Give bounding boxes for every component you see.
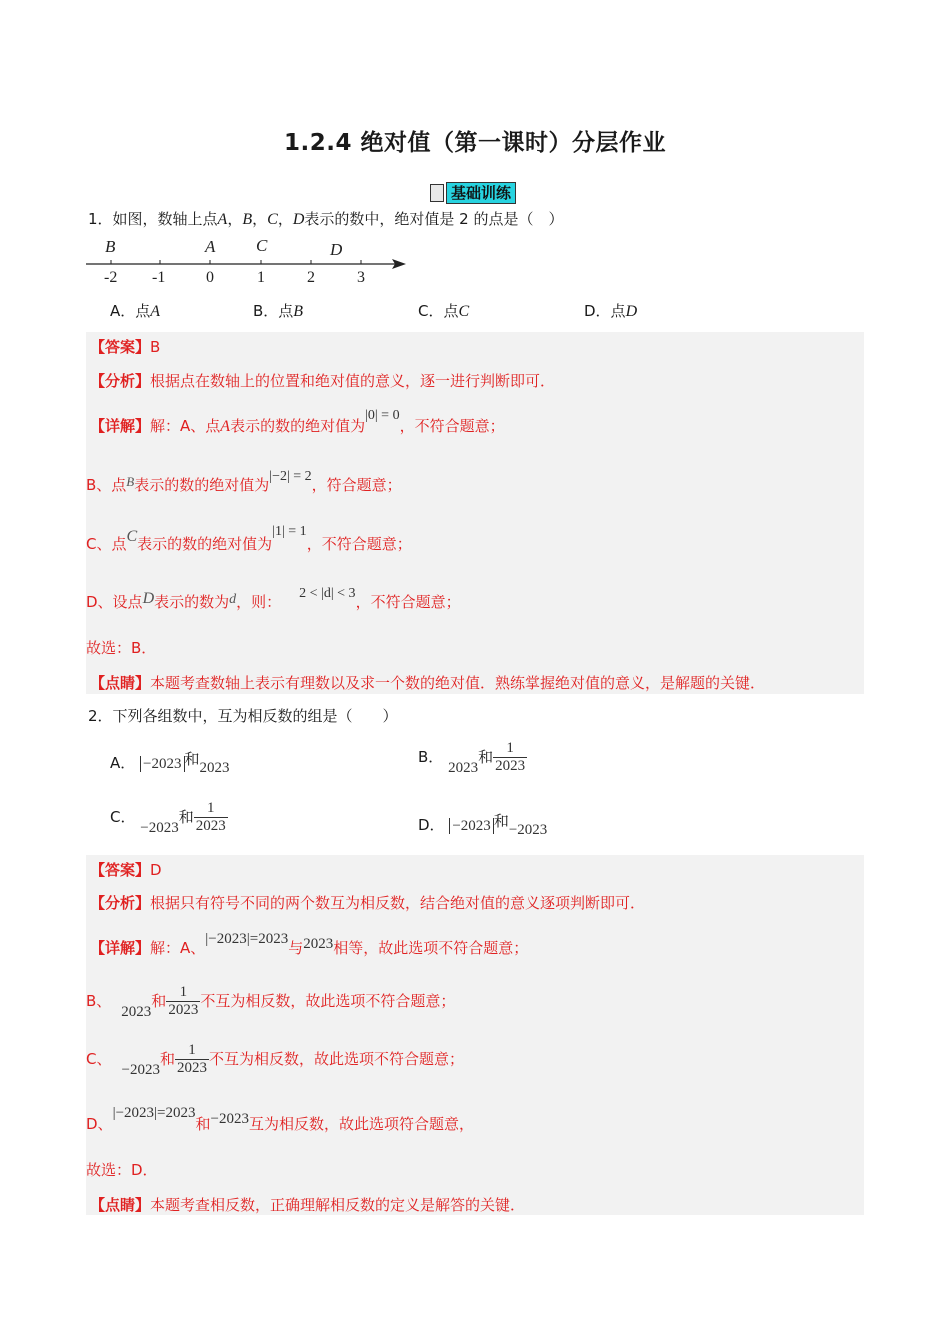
detail-text: ，不符合题意； <box>399 417 505 435</box>
detail-text: D、 <box>86 1115 113 1133</box>
number-line <box>80 232 420 292</box>
detail-text: B、点 <box>86 476 127 494</box>
detail-text: 不互为相反数，故此选项不符合题意； <box>200 992 456 1010</box>
option-math: 2023 <box>199 760 230 776</box>
comment-text: 本题考查数轴上表示有理数以及求一个数的绝对值．熟练掌握绝对值的意义，是解题的关键． <box>150 674 766 692</box>
option-math: −2023 <box>508 822 548 838</box>
tick-label: 2 <box>307 269 315 286</box>
detail-text: 不互为相反数，故此选项不符合题意； <box>208 1050 464 1068</box>
detail-text: 互为相反数，故此选项符合题意， <box>248 1115 474 1133</box>
detail-var: d <box>229 592 237 607</box>
q2-detail-b <box>86 984 455 1019</box>
q1-stem <box>88 208 563 229</box>
detail-and: 和 <box>195 1115 211 1133</box>
point-label-b: B <box>105 237 116 256</box>
q1-sep: ， <box>227 210 243 228</box>
option-math: 2023 <box>448 760 479 776</box>
point-label-a: A <box>205 237 216 256</box>
detail-text: ，不符合题意； <box>306 535 412 553</box>
detail-fraction <box>175 1042 209 1077</box>
fraction-denominator: 2023 <box>195 818 226 834</box>
q1-var-c: C <box>267 211 278 228</box>
option-and: 和 <box>178 808 194 826</box>
q2-conclusion: 故选：D． <box>86 1161 158 1179</box>
fraction-denominator: 2023 <box>495 758 526 774</box>
comment-text: 本题考查相反数，正确理解相反数的定义是解答的关键． <box>150 1196 526 1214</box>
detail-text: ，则： <box>236 593 282 611</box>
q1-option-d[interactable] <box>584 300 637 321</box>
tick-label: 3 <box>357 269 365 286</box>
q1-detail-d <box>86 586 461 612</box>
detail-math: |−2| = 2 <box>269 469 312 484</box>
q2-option-b[interactable] <box>418 740 527 775</box>
detail-var: A <box>220 418 231 435</box>
tick-label: 0 <box>206 269 214 286</box>
detail-math: −2023 <box>121 1062 160 1078</box>
detail-var: D <box>142 590 155 607</box>
option-var: B <box>293 303 304 320</box>
detail-text: ，不符合题意； <box>355 593 461 611</box>
detail-math: −2023 <box>210 1111 249 1127</box>
q2-analysis <box>90 892 645 913</box>
q1-detail-a <box>90 408 505 436</box>
detail-text: B、 <box>86 992 112 1010</box>
analysis-label: 【分析】 <box>90 372 151 390</box>
q2-comment <box>90 1194 525 1215</box>
detail-var: B <box>126 474 135 489</box>
analysis-label: 【分析】 <box>90 894 151 912</box>
tick-label: -1 <box>152 269 166 286</box>
detail-and: 和 <box>151 992 167 1010</box>
detail-math: 2023 <box>121 1004 152 1020</box>
option-and: 和 <box>478 748 494 766</box>
detail-fraction <box>166 984 200 1019</box>
point-label-c: C <box>256 236 268 255</box>
page-title: 1.2.4 绝对值（第一课时）分层作业 <box>284 130 666 156</box>
badge-marker <box>430 184 444 202</box>
q1-analysis <box>90 370 555 391</box>
tick-label: 1 <box>257 269 265 286</box>
detail-text: C、点 <box>86 535 127 553</box>
q2-option-c[interactable] <box>110 800 228 835</box>
detail-text: 表示的数的绝对值为 <box>137 535 273 553</box>
option-prefix: D．点 <box>584 302 626 320</box>
q1-comment <box>90 672 765 693</box>
comment-label: 【点睛】 <box>90 1196 151 1214</box>
option-fraction <box>493 740 527 775</box>
detail-text: ，符合题意； <box>311 476 402 494</box>
fraction-numerator: 1 <box>179 984 188 1000</box>
option-var: A <box>150 303 161 320</box>
q1-answer <box>90 336 160 357</box>
option-var: C <box>458 303 470 320</box>
q2-option-a[interactable] <box>110 750 230 776</box>
detail-label: 【详解】 <box>90 417 151 435</box>
option-math: −2023 <box>449 818 493 834</box>
detail-text: C、 <box>86 1050 112 1068</box>
q2-option-d[interactable] <box>418 812 548 838</box>
detail-math: |0| = 0 <box>365 408 400 423</box>
q2-stem: 2．下列各组数中，互为相反数的组是（ ） <box>88 707 398 725</box>
q1-var-b: B <box>242 211 253 228</box>
detail-text: 解：A、 <box>150 939 206 957</box>
q1-stem-pre: 1．如图，数轴上点 <box>88 210 218 228</box>
section-badge-label: 基础训练 <box>446 182 516 204</box>
detail-text: 相等，故此选项不符合题意； <box>333 939 529 957</box>
q1-sep: ， <box>277 210 293 228</box>
tick-label: -2 <box>104 269 118 286</box>
q1-option-a[interactable] <box>110 300 160 321</box>
fraction-denominator: 2023 <box>168 1002 199 1018</box>
detail-and: 和 <box>159 1050 175 1068</box>
detail-math: |1| = 1 <box>272 524 307 539</box>
option-label: C． <box>110 808 136 826</box>
option-label: D． <box>418 816 445 834</box>
option-label: A． <box>110 754 136 772</box>
option-prefix: B．点 <box>253 302 294 320</box>
detail-text: 表示的数为 <box>154 593 230 611</box>
q2-detail-a <box>90 931 529 958</box>
q1-stem-post: 表示的数中，绝对值是 2 的点是（ ） <box>304 210 564 228</box>
option-and: 和 <box>493 812 509 830</box>
fraction-denominator: 2023 <box>176 1060 207 1076</box>
detail-math: 2023 <box>303 936 334 952</box>
option-prefix: C．点 <box>418 302 459 320</box>
comment-label: 【点睛】 <box>90 674 151 692</box>
q1-var-a: A <box>217 211 228 228</box>
q1-detail-b <box>86 469 402 495</box>
option-label: B． <box>418 748 444 766</box>
q1-option-b[interactable] <box>253 300 303 321</box>
answer-value: B <box>150 338 161 356</box>
tick-marks <box>111 260 361 264</box>
q1-conclusion: 故选：B． <box>86 639 157 657</box>
detail-text: D、设点 <box>86 593 143 611</box>
detail-math: |−2023|=2023 <box>205 931 289 947</box>
detail-text: 表示的数的绝对值为 <box>230 417 366 435</box>
option-math: −2023 <box>140 756 184 772</box>
detail-text: 表示的数的绝对值为 <box>134 476 270 494</box>
detail-label: 【详解】 <box>90 939 151 957</box>
option-and: 和 <box>184 750 200 768</box>
detail-math: |−2023|=2023 <box>112 1105 196 1121</box>
analysis-text: 根据只有符号不同的两个数互为相反数，结合绝对值的意义逐项判断即可． <box>150 894 646 912</box>
answer-label: 【答案】 <box>90 861 151 879</box>
q1-sep: ， <box>252 210 268 228</box>
detail-text: 解：A、点 <box>150 417 221 435</box>
q2-answer <box>90 859 162 880</box>
option-fraction <box>194 800 228 835</box>
q2-detail-c <box>86 1042 464 1077</box>
q1-var-d: D <box>292 211 305 228</box>
detail-math: 2 < |d| < 3 <box>299 586 356 601</box>
analysis-text: 根据点在数轴上的位置和绝对值的意义，逐一进行判断即可． <box>150 372 556 390</box>
option-prefix: A．点 <box>110 302 151 320</box>
q1-option-c[interactable] <box>418 300 469 321</box>
q1-detail-c <box>86 524 412 554</box>
option-math: −2023 <box>140 820 179 836</box>
fraction-numerator: 1 <box>207 800 215 816</box>
point-label-d: D <box>330 240 343 259</box>
answer-value: D <box>150 861 162 879</box>
option-var: D <box>625 303 638 320</box>
section-badge <box>430 182 516 204</box>
q2-detail-d <box>86 1105 474 1134</box>
answer-label: 【答案】 <box>90 338 151 356</box>
fraction-numerator: 1 <box>506 740 514 756</box>
fraction-numerator: 1 <box>188 1042 196 1058</box>
detail-text: 与 <box>288 939 304 957</box>
detail-var: C <box>126 528 138 545</box>
